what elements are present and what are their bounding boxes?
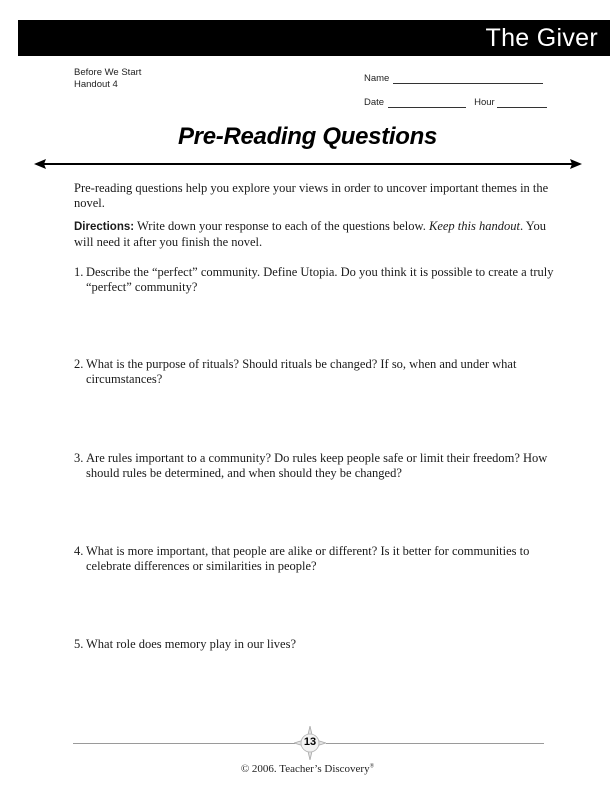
question-item xyxy=(74,265,554,295)
question-text: What role does memory play in our lives? xyxy=(86,637,297,651)
directions-paragraph xyxy=(74,219,554,250)
keep-handout-note: Keep this handout xyxy=(429,219,520,233)
question-item xyxy=(74,357,554,387)
page-title: Pre-Reading Questions xyxy=(177,123,438,150)
question-text: Describe the “perfect” community. Define Utopia. Do you think it is possible to create a truly “perfect” community? xyxy=(86,265,554,294)
question-item xyxy=(74,544,554,574)
question-text: What is the purpose of rituals? Should rituals be changed? If so, when and under what circumstances? xyxy=(86,357,517,386)
copyright-text: © 2006. Teacher’s Discovery xyxy=(240,763,370,775)
name-label: Name xyxy=(364,73,390,84)
book-title: The Giver xyxy=(485,24,598,52)
hour-blank[interactable] xyxy=(497,97,547,108)
question-number: 1. xyxy=(74,265,84,279)
double-arrow-rule xyxy=(34,158,582,170)
handout-label: Handout 4 xyxy=(74,79,118,90)
intro-paragraph: Pre-reading questions help you explore your views in order to uncover important themes in the novel. xyxy=(74,181,549,210)
name-blank[interactable] xyxy=(393,73,543,84)
question-text: Are rules important to a community? Do rules keep people safe or limit their freedom? How should rules be determined, and when should they be changed? xyxy=(86,451,548,480)
copyright-notice xyxy=(0,763,615,775)
directions-text: Write down your response to each of the questions below. xyxy=(134,219,429,233)
question-item xyxy=(74,451,554,481)
hour-label: Hour xyxy=(474,97,495,108)
question-number: 4. xyxy=(74,544,84,558)
question-number: 2. xyxy=(74,357,84,371)
section-label: Before We Start xyxy=(74,67,142,78)
question-number: 5. xyxy=(74,637,84,651)
date-blank[interactable] xyxy=(388,97,466,108)
directions-label: Directions: xyxy=(74,221,135,233)
handout-meta xyxy=(74,67,141,91)
footer-rule-left xyxy=(73,743,295,744)
question-item xyxy=(74,637,554,652)
date-hour-fields xyxy=(364,97,547,108)
question-number: 3. xyxy=(74,451,84,465)
date-label: Date xyxy=(364,97,385,108)
registered-mark: ® xyxy=(369,763,375,770)
directions-tail: . You will need it after you finish the novel. xyxy=(74,219,547,249)
question-text: What is more important, that people are alike or different? Is it better for communities to celebrate differences or similarities in people? xyxy=(86,544,530,573)
page-number: 13 xyxy=(303,736,317,748)
footer-rule-right xyxy=(326,743,544,744)
header-bar xyxy=(18,20,610,56)
name-field[interactable] xyxy=(364,73,543,84)
